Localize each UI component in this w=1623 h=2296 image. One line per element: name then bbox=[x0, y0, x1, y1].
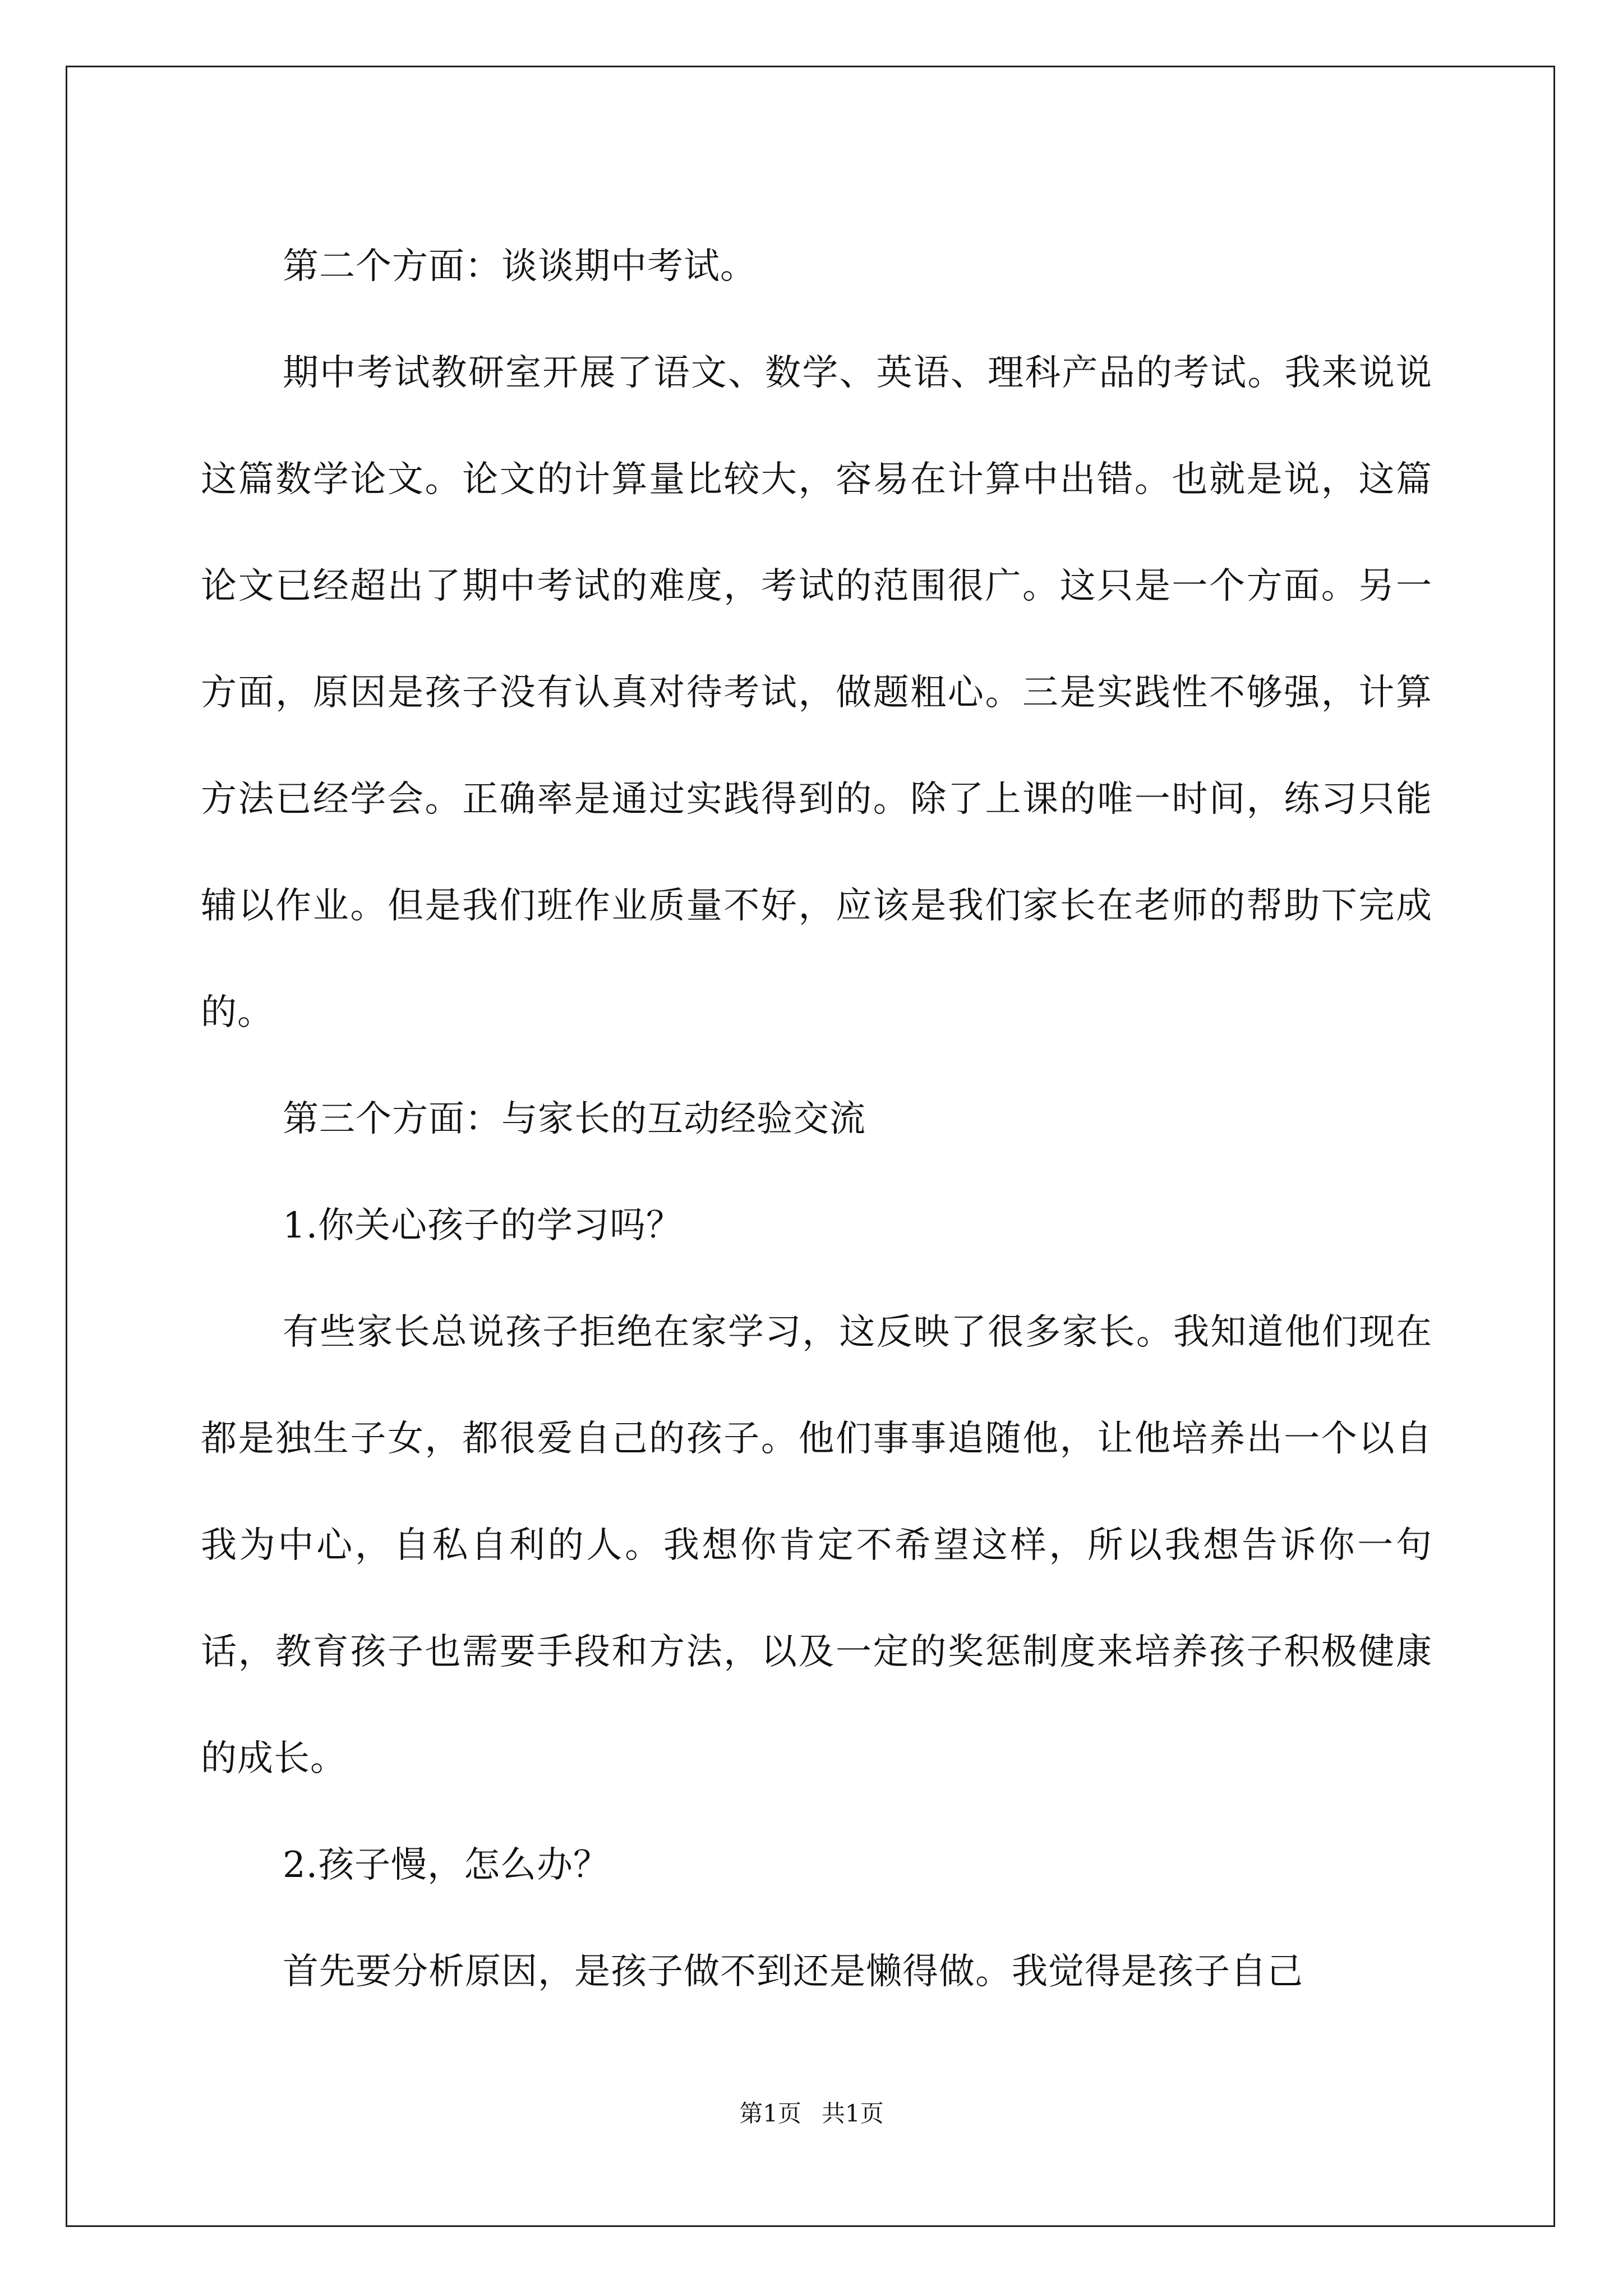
page-footer bbox=[0, 2097, 1623, 2131]
paragraph-parents-answer: 有些家长总说孩子拒绝在家学习，这反映了很多家长。我知道他们现在都是独生子女，都很爱自己的孩子。他们事事追随他，让他培养出一个以自我为中心，自私自利的人。我想你肯定不希望这样，所以我想告诉你一句话，教育孩子也需要手段和方法，以及一定的奖惩制度来培养孩子积极健康的成长。 bbox=[201, 1312, 1432, 1779]
paragraph-section-two-heading: 第二个方面：谈谈期中考试。 bbox=[283, 246, 757, 287]
page-number-current: 第1页 bbox=[739, 2100, 801, 2127]
paragraph-section-three-heading: 第三个方面：与家长的互动经验交流 bbox=[283, 1098, 866, 1140]
paragraph-midterm-exam: 期中考试教研室开展了语文、数学、英语、理科产品的考试。我来说说这篇数学论文。论文的计算量比较大，容易在计算中出错。也就是说，这篇论文已经超出了期中考试的难度，考试的范围很广。这只是一个方面。另一方面，原因是孩子没有认真对待考试，做题粗心。三是实践性不够强，计算方法已经学会。正确率是通过实践得到的。除了上课的唯一时间，练习只能辅以作业。但是我们班作业质量不好，应该是我们家长在老师的帮助下完成的。 bbox=[201, 352, 1432, 1033]
document-body bbox=[201, 213, 1432, 2025]
paragraph-question-one: 1.你关心孩子的学习吗？ bbox=[283, 1205, 683, 1246]
paragraph-analysis: 首先要分析原因，是孩子做不到还是懒得做。我觉得是孩子自己 bbox=[283, 1951, 1303, 1993]
page-number-total: 共1页 bbox=[822, 2100, 884, 2127]
paragraph-question-two: 2.孩子慢，怎么办？ bbox=[283, 1844, 610, 1886]
